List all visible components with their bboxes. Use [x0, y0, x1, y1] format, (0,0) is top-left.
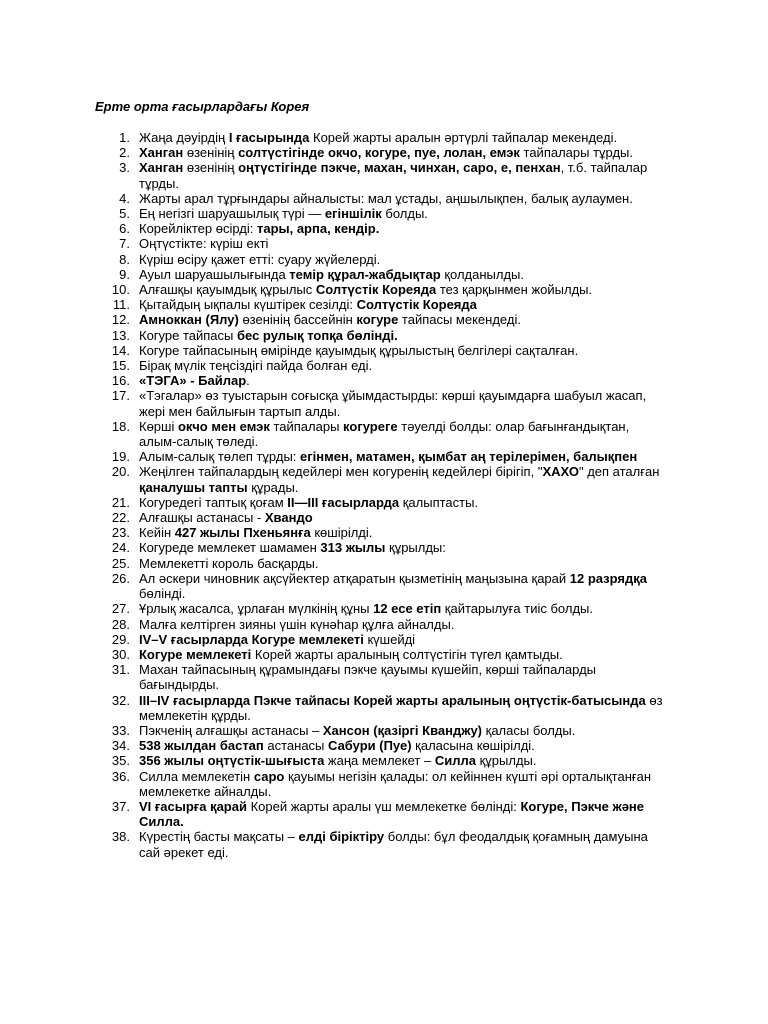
item-text: құрылды. — [475, 753, 537, 769]
item-text: Ал әскери чиновник ақсүйектер атқаратын қызметінің маңызына қарай — [139, 570, 570, 586]
item-text: тайпалары тұрды. — [519, 145, 634, 161]
item-text: өзенінің — [183, 145, 239, 161]
item-number: 20. — [111, 464, 130, 480]
item-text: қаласына көшірілді. — [411, 738, 535, 754]
bold-text: бес рулық топқа бөлінді. — [237, 327, 398, 343]
list-item — [0, 328, 664, 343]
bold-text: оңтүстігінде пэкче, махан, чинхан, саро, е, пенхан — [238, 160, 561, 176]
item-text: Кейін — [139, 525, 175, 541]
item-number: 25. — [111, 555, 130, 571]
list-item — [0, 160, 664, 190]
item-number: 24. — [111, 540, 130, 556]
bold-text: окчо мен емэк — [177, 418, 270, 434]
item-text: Когуреде мемлекет шамамен — [139, 540, 321, 556]
item-number: 16. — [111, 373, 130, 389]
bold-text: Ханган — [139, 145, 184, 161]
item-text: тез қарқынмен жойылды. — [436, 282, 593, 298]
list-item — [0, 617, 664, 632]
item-text: Силла мемлекетін — [139, 768, 254, 784]
bold-text: 356 жылы оңтүстік-шығыста — [139, 753, 325, 769]
bold-text: қаналушы тапты — [139, 479, 248, 495]
item-number: 1. — [119, 130, 130, 145]
bold-text: 538 жылдан бастап — [139, 738, 264, 754]
list-item — [0, 221, 664, 236]
item-text: құрады. — [247, 479, 299, 495]
list-item — [0, 419, 664, 449]
bold-text: II—III ғасырларда — [287, 494, 400, 510]
bold-text: солтүстігінде окчо, когуре, пуе, лолан, емэк — [238, 145, 520, 161]
item-text: Алым-салық төлеп тұрды: — [139, 449, 301, 465]
item-number: 26. — [111, 570, 130, 586]
numbered-list — [0, 130, 768, 860]
item-number: 2. — [119, 145, 130, 161]
bold-text: 12 есе етіп — [373, 601, 442, 617]
item-text: Бірақ мүлік теңсіздігі пайда болған еді. — [139, 358, 373, 374]
item-number: 21. — [111, 494, 130, 510]
item-number: 7. — [119, 236, 130, 252]
list-item — [0, 282, 664, 297]
list-item — [0, 449, 664, 464]
item-text: қаласы болды. — [482, 722, 576, 738]
item-text: күшейді — [363, 631, 416, 647]
item-number: 13. — [111, 327, 130, 343]
bold-text: Солтүстік Кореяда — [315, 282, 437, 298]
item-text: Күрестің басты мақсаты – — [139, 829, 299, 845]
list-item — [0, 769, 664, 799]
item-number: 28. — [111, 616, 130, 632]
bold-text: егіншілік — [324, 206, 382, 222]
item-number: 34. — [111, 738, 130, 754]
list-item — [0, 495, 664, 510]
list-item — [0, 799, 664, 829]
item-number: 33. — [111, 722, 130, 738]
bold-text: Сабури (Пуе) — [328, 738, 412, 754]
item-text: Көрші — [139, 418, 178, 434]
item-text: , т.б. тайпалар тұрды. — [139, 160, 648, 191]
bold-text: Ханган — [139, 160, 184, 176]
item-text: Жарты арал тұрғындары айналысты: мал ұстады, аңшылықпен, балық аулаумен. — [139, 190, 633, 206]
item-text: «Тэгалар» өз туыстарын соғысқа ұйымдастырды: көрші қауымдарға шабуыл жасап, жері мен байлығын тартып алды. — [139, 388, 647, 419]
item-number: 17. — [111, 388, 130, 404]
list-item — [0, 236, 664, 251]
item-number: 30. — [111, 646, 130, 662]
list-item — [0, 206, 664, 221]
item-number: 15. — [111, 358, 130, 374]
item-text: Пэкченің алғашқы астанасы – — [139, 722, 323, 738]
item-number: 27. — [111, 601, 130, 617]
item-number: 11. — [112, 297, 130, 313]
item-number: 3. — [119, 160, 130, 176]
list-item — [0, 343, 664, 358]
item-text: Когуре тайпасы — [139, 327, 237, 343]
list-item — [0, 753, 664, 768]
item-text: Когуре тайпасының өмірінде қауымдық құрылыстың белгілері сақталған. — [139, 342, 579, 358]
bold-text: темір құрал-жабдықтар — [289, 266, 441, 282]
item-number: 12. — [111, 312, 130, 328]
bold-text: Когуре, Пэкче және Силла. — [139, 798, 645, 830]
list-item — [0, 312, 664, 327]
item-text: Алғашқы астанасы - — [139, 510, 265, 526]
item-text: Жаңа дәуірдің — [139, 130, 229, 145]
list-item — [0, 601, 664, 616]
item-text: Мемлекетті король басқарды. — [139, 555, 319, 571]
list-item — [0, 267, 664, 282]
item-number: 23. — [111, 525, 130, 541]
item-number: 14. — [111, 342, 130, 358]
list-item — [0, 464, 664, 494]
bold-text: саро — [253, 768, 285, 784]
item-text: . — [246, 373, 250, 389]
bold-text: 427 жылы Пхеньянға — [174, 525, 311, 541]
item-number: 35. — [111, 753, 130, 769]
item-text: Ең негізгі шаруашылық түрі — — [139, 206, 325, 222]
item-number: 19. — [111, 449, 130, 465]
item-text: қалыптасты. — [399, 494, 479, 510]
item-text: Қытайдың ықпалы күштірек сезілді: — [139, 297, 357, 313]
item-number: 38. — [111, 829, 130, 845]
item-text: Ауыл шаруашылығында — [139, 266, 290, 282]
list-item — [0, 647, 664, 662]
item-text: Корей жарты аралының солтүстігін түгел қамтыды. — [251, 646, 563, 662]
item-text: Күріш өсіру қажет етті: суару жүйелерді. — [139, 251, 381, 267]
bold-text: Когуре мемлекеті — [139, 646, 252, 662]
list-item — [0, 693, 664, 723]
bold-text: когуре — [356, 312, 399, 328]
item-number: 6. — [119, 221, 130, 237]
bold-text: IV–V ғасырларда Когуре мемлекеті — [139, 631, 364, 647]
item-text: Когуредегі таптық қоғам — [139, 494, 288, 510]
item-number: 32. — [111, 692, 130, 708]
bold-text: Хансон (қазіргі Кванджу) — [322, 722, 483, 738]
item-text: құрылды: — [385, 540, 446, 556]
bold-text: Солтүстік Кореяда — [356, 297, 477, 313]
bold-text: I ғасырында — [228, 130, 310, 145]
item-text: өзенінің бассейнін — [238, 312, 357, 328]
item-text: Корей жарты аралы үш мемлекетке бөлінді: — [246, 798, 521, 814]
list-item — [0, 130, 664, 145]
item-text: Оңтүстікте: күріш екті — [139, 236, 269, 252]
item-text: тайпалары — [269, 418, 344, 434]
bold-text: когуреге — [343, 418, 398, 434]
bold-text: Хвандо — [264, 510, 313, 526]
item-text: өзенінің — [183, 160, 239, 176]
list-item — [0, 525, 664, 540]
item-number: 10. — [111, 282, 130, 298]
item-text: болды: бұл феодалдық қоғамның дамуына сай әрекет еді. — [139, 829, 648, 860]
item-text: Корейліктер өсірді: — [139, 221, 257, 237]
item-text: көшірілді. — [310, 525, 373, 541]
item-text: бөлінді. — [139, 586, 186, 602]
bold-text: VI ғасырға қарай — [139, 798, 247, 814]
item-text: Жеңілген тайпалардың кедейлері мен когуренің кедейлері бірігіп, " — [139, 464, 543, 480]
item-text: Ұрлық жасалса, ұрлаған мүлкінің құны — [139, 601, 374, 617]
bold-text: 12 разрядқа — [569, 570, 647, 586]
list-item — [0, 510, 664, 525]
bold-text: ХАХО — [542, 464, 579, 480]
bold-text: Силла — [434, 753, 476, 769]
list-item — [0, 556, 664, 571]
list-item — [0, 252, 664, 267]
item-text: қайтарылуға тиіс болды. — [441, 601, 593, 617]
item-text: Корей жарты аралын әртүрлі тайпалар мекендеді. — [309, 130, 618, 145]
list-item — [0, 829, 664, 859]
item-text: астанасы — [263, 738, 329, 754]
list-item — [0, 738, 664, 753]
item-number: 8. — [119, 251, 130, 267]
item-text: қауымы негізін қалады: ол кейіннен күшті әрі орталықтанған мемлекетке айналды. — [139, 768, 652, 799]
item-number: 36. — [111, 768, 130, 784]
item-text: " деп аталған — [578, 464, 660, 480]
item-text: қолданылды. — [440, 266, 525, 282]
item-text: тәуелді болды: олар бағынғандықтан, алым-салық төледі. — [139, 418, 630, 450]
list-item — [0, 297, 664, 312]
item-number: 5. — [119, 206, 130, 222]
list-item — [0, 191, 664, 206]
list-item — [0, 662, 664, 692]
item-number: 4. — [119, 190, 130, 206]
document-title: Ерте орта ғасырлардағы Корея — [95, 99, 310, 114]
list-item — [0, 540, 664, 555]
bold-text: 313 жылы — [320, 540, 386, 556]
item-number: 22. — [111, 510, 130, 526]
item-text: тайпасы мекендеді. — [398, 312, 521, 328]
bold-text: егінмен, матамен, қымбат аң терілерімен, балықпен — [300, 449, 638, 465]
item-text: болды. — [381, 206, 428, 222]
bold-text: елді біріктіру — [298, 829, 385, 845]
bold-text: «ТЭГА» - Байлар — [139, 373, 247, 389]
list-item — [0, 723, 664, 738]
list-item — [0, 388, 664, 418]
item-text: Малға келтірген зияны үшін күнәһар құлға айналды. — [139, 616, 455, 632]
item-number: 31. — [111, 662, 130, 678]
item-text: өз мемлекетін құрды. — [139, 692, 663, 723]
list-item — [0, 373, 664, 388]
item-text: жаңа мемлекет – — [324, 753, 435, 769]
list-item — [0, 358, 664, 373]
item-number: 37. — [111, 798, 130, 814]
item-number: 29. — [111, 631, 130, 647]
item-number: 18. — [111, 418, 130, 434]
list-item — [0, 145, 664, 160]
item-number: 9. — [119, 266, 130, 282]
item-text: Алғашқы қауымдық құрылыс — [139, 282, 316, 298]
item-text: Махан тайпасының құрамындағы пэкче қауымы күшейіп, көрші тайпаларды бағындырды. — [139, 662, 596, 693]
bold-text: III–IV ғасырларда Пэкче тайпасы Корей жарты аралының оңтүстік-батысында — [139, 692, 646, 708]
bold-text: тары, арпа, кендір. — [256, 221, 380, 237]
list-item — [0, 571, 664, 601]
list-item — [0, 632, 664, 647]
bold-text: Амноккан (Ялу) — [139, 312, 239, 328]
